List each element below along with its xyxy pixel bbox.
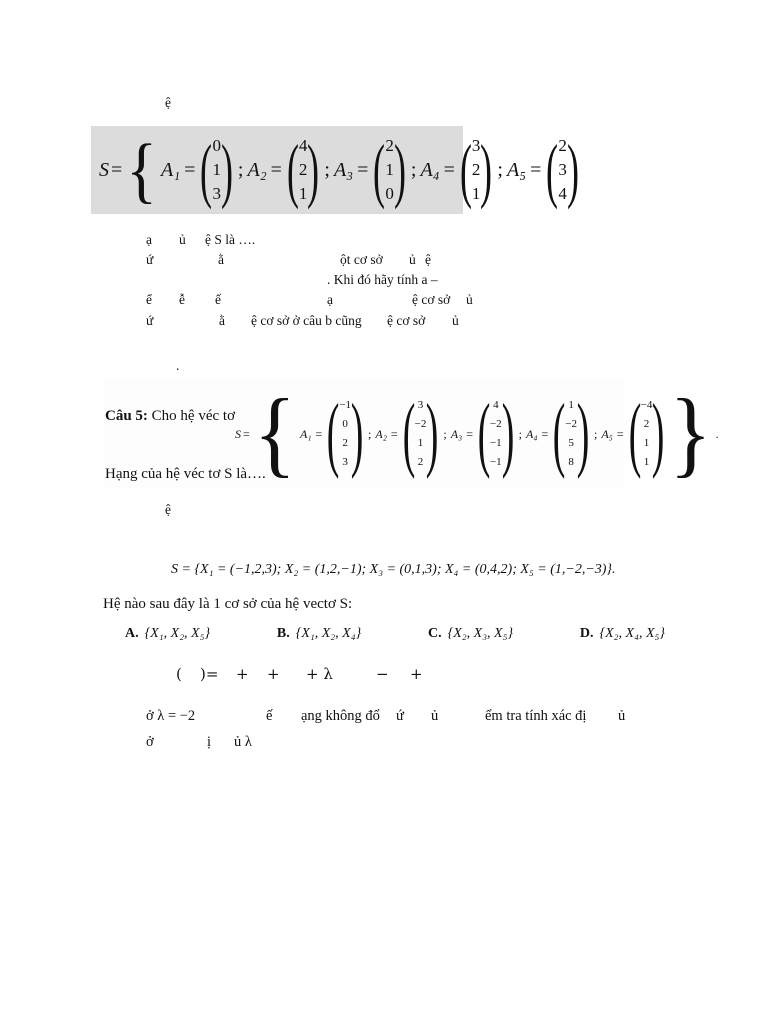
option-a: A. {X₁, X₂, X₅}	[125, 626, 211, 641]
vector-entry: 3	[471, 136, 481, 155]
text-fragment: ểm tra tính xác đị	[485, 708, 587, 724]
question-label: Câu 5:	[105, 408, 148, 424]
vector-entry: 4	[493, 399, 499, 411]
question-text: Cho hệ véc tơ	[151, 408, 235, 424]
text-fragment: ạ	[327, 292, 333, 307]
vector-entry: −1	[489, 437, 502, 449]
vector-name: A₃	[333, 158, 354, 181]
text-fragment: ở λ = −2	[146, 708, 196, 724]
text-fragment: ế	[215, 292, 221, 307]
text-fragment: ủ	[466, 292, 473, 307]
vector-entry: 2	[643, 418, 650, 430]
vector-entry: 1	[298, 184, 308, 203]
text-fragment: ứ	[146, 252, 154, 267]
column-vector: ( −1 0 2 3 )	[327, 387, 364, 480]
vector-entry: −2	[489, 418, 502, 430]
formula-fragment: (	[176, 665, 182, 683]
text-fragment: ệ	[165, 95, 171, 110]
text-fragment: ễ	[179, 292, 185, 307]
vector-entry: 2	[417, 456, 424, 468]
text-fragment: . Khi đó hãy tính a –	[327, 272, 438, 287]
vector-entry: 4	[298, 136, 308, 155]
text-fragment: ị	[207, 734, 212, 750]
formula-fragment: +	[267, 665, 280, 683]
left-brace-icon: {	[126, 128, 157, 211]
text-fragment: ở	[146, 734, 154, 750]
formula-fragment: + λ	[306, 665, 333, 683]
vector-entry: 1	[385, 160, 394, 179]
text-fragment: ủ λ	[234, 734, 252, 750]
answer-options	[125, 626, 665, 642]
text-fragment: ệ cơ sở ở câu b cũng	[251, 313, 362, 328]
vector-entry: 2	[298, 160, 308, 179]
vector-entry: 1	[643, 456, 650, 468]
column-vector: ( 0 1 3 )	[200, 130, 233, 210]
vector-entry: 3	[417, 399, 424, 411]
vector-entry: 0	[385, 184, 394, 203]
right-brace-icon: }	[669, 380, 712, 487]
column-vector: ( 2 3 4 )	[546, 130, 579, 210]
column-vector: ( 3 −2 1 2 )	[402, 387, 439, 480]
scanned-vector-set-image	[91, 126, 579, 214]
vector-entry: 3	[558, 160, 567, 179]
option-c: C. {X₂, X₃, X₅}	[428, 626, 514, 641]
vector-name: A₅	[506, 158, 527, 181]
vector-name: A₃	[450, 426, 463, 441]
vector-entry: 2	[558, 136, 567, 155]
text-fragment: ệ S là ….	[205, 232, 256, 247]
option-d: D. {X₂, X₄, X₅}	[579, 626, 665, 641]
text-fragment: ủ	[431, 708, 439, 724]
text-fragment: ằ	[218, 252, 224, 267]
vector-name: A₄	[526, 426, 538, 441]
vector-entry: 2	[471, 160, 481, 179]
vector-entry: −1	[489, 456, 502, 468]
vector-name: A₂	[375, 426, 387, 441]
vector-name: A₂	[247, 158, 267, 181]
column-vector: ( 3 2 1 )	[459, 130, 493, 210]
formula-fragment: )=	[200, 665, 219, 683]
vector-entry: 0	[212, 136, 221, 155]
column-vector: ( 4 2 1 )	[286, 130, 320, 210]
vector-entry: 3	[342, 456, 348, 468]
text-fragment: ằ	[219, 313, 225, 328]
question-5-heading	[105, 408, 235, 425]
vector-set-s-4d: S = { A₁ = ( −1 0 2 3 ) ; A₂ = ( 3 −2 1 2 ) ; A₃ = ( 4 −2 −1 −1 ) ; A₄ = ( 1 −2 5 8 ) ; A₅ = ( −4 2 1 1 ) } .	[235, 380, 719, 487]
text-fragment: ủ	[618, 708, 626, 724]
vector-entry: 1	[212, 160, 221, 179]
vector-entry: 4	[558, 184, 567, 203]
vector-name: A₁	[300, 426, 312, 441]
text-fragment: ệ	[165, 502, 171, 517]
vector-entry: −1	[339, 399, 352, 411]
text-fragment: ệ cơ sở	[387, 313, 426, 328]
formula-fragment: −	[376, 665, 389, 683]
vector-name: A₅	[601, 426, 613, 441]
text-fragment: ạ	[146, 232, 152, 247]
vector-set-x: S = {X₁ = (−1,2,3); X₂ = (1,2,−1); X₃ = (0,1,3); X₄ = (0,4,2); X₅ = (1,−2,−3)}.	[171, 562, 616, 577]
vector-entry: 0	[342, 418, 348, 430]
formula-fragment: +	[236, 665, 249, 683]
vector-name: A₄	[420, 158, 440, 181]
left-brace-icon: {	[253, 380, 297, 487]
vector-entry: 1	[417, 437, 424, 449]
text-fragment: ủ	[452, 313, 459, 328]
formula-fragment: +	[410, 665, 423, 683]
vector-entry: 1	[643, 437, 650, 449]
column-vector: ( 4 −2 −1 −1 )	[477, 387, 514, 480]
text-fragment: ứ	[396, 708, 404, 724]
vector-entry: 3	[212, 184, 221, 203]
text-fragment: ệ	[425, 252, 431, 267]
vector-entry: 1	[471, 184, 481, 203]
text-fragment: ứ	[146, 313, 154, 328]
vector-entry: 2	[385, 136, 394, 155]
column-vector: ( −4 2 1 1 )	[628, 387, 665, 480]
column-vector: ( 1 −2 5 8 )	[553, 387, 590, 480]
text-fragment: ủ	[179, 232, 186, 247]
vector-name: A₁	[161, 158, 181, 181]
text-fragment: ột cơ sở	[340, 252, 383, 267]
vector-set-s: S = { A₁ = ( 0 1 3 ) ; A₂ = ( 4 2 1 ) ; A₃ = ( 2 1 0 ) ; A₄ = ( 3 2 1 ) ; A₅ = ( 2 3 4 )	[99, 128, 579, 211]
text-fragment: .	[176, 358, 180, 373]
vector-entry: 1	[568, 399, 574, 411]
vector-entry: 8	[568, 456, 574, 468]
rank-prompt: Hạng của hệ véc tơ S là….	[105, 466, 266, 482]
vector-entry: −4	[640, 399, 653, 411]
scanned-question-5-image	[103, 378, 719, 488]
text-fragment: ệ cơ sở	[412, 292, 451, 307]
vector-entry: 5	[568, 437, 574, 449]
basis-question-prompt: Hệ nào sau đây là 1 cơ sở của hệ vectơ S:	[103, 596, 353, 612]
scanned-basis-question-image	[103, 556, 663, 652]
vector-entry: −2	[414, 418, 427, 430]
set-name: S	[99, 158, 109, 181]
text-fragment: ể	[146, 292, 152, 307]
set-name: S	[235, 426, 241, 441]
text-fragment: ủ	[409, 252, 416, 267]
column-vector: ( 2 1 0 )	[373, 130, 406, 210]
text-fragment: ạng không đổ	[301, 708, 380, 724]
option-b: B. {X₁, X₂, X₄}	[276, 626, 362, 641]
text-fragment: ế	[266, 708, 273, 724]
vector-entry: 2	[342, 437, 348, 449]
vector-entry: −2	[565, 418, 578, 430]
